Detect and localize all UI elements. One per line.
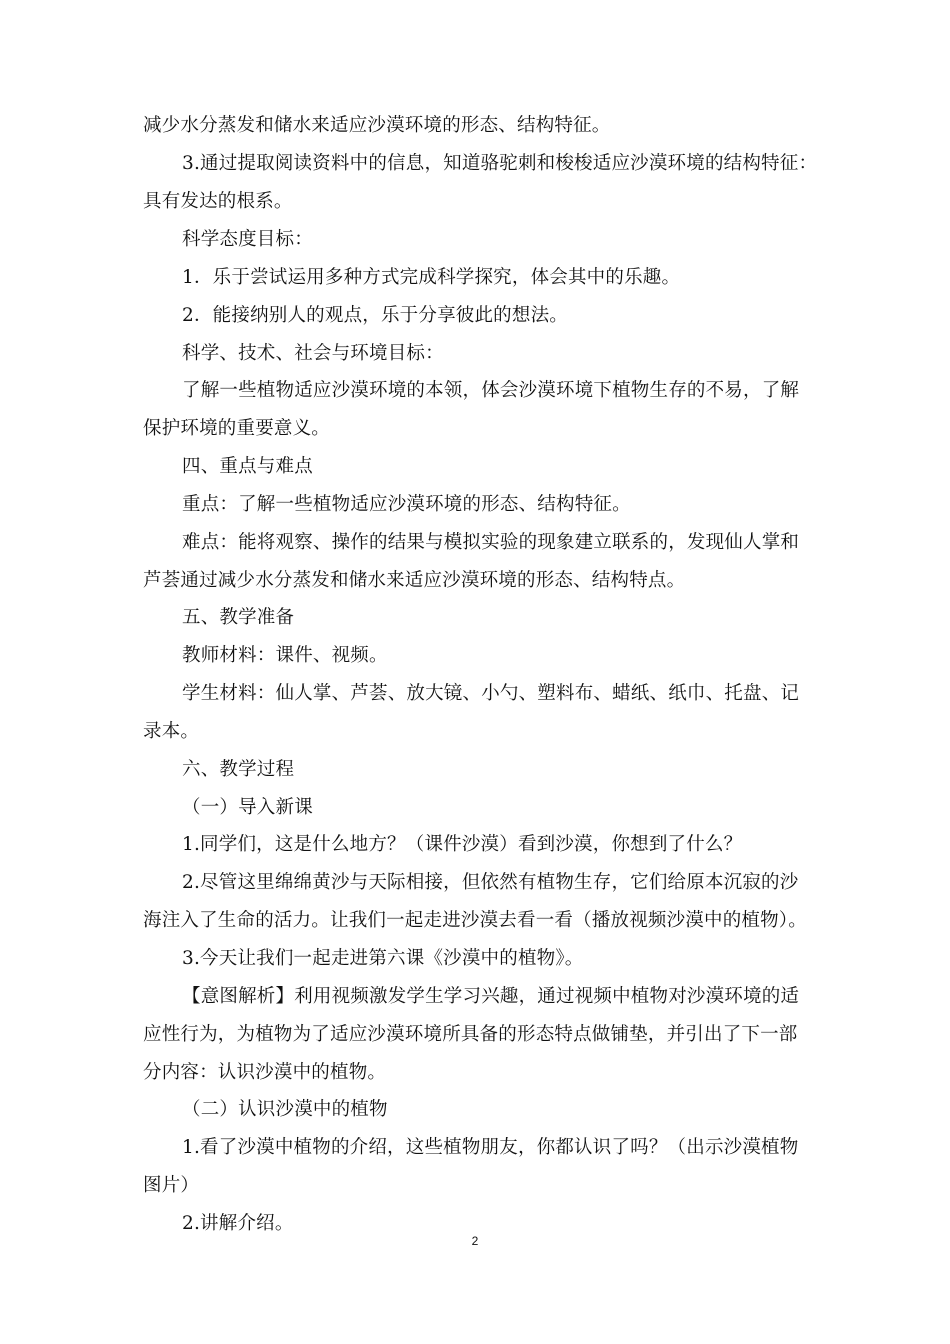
body-text-line: 1.同学们，这是什么地方？（课件沙漠）看到沙漠，你想到了什么？ — [182, 834, 743, 855]
body-text-line: 3.今天让我们一起走进第六课《沙漠中的植物》。 — [182, 948, 584, 969]
body-text-line: 【意图解析】利用视频激发学生学习兴趣，通过视频中植物对沙漠环境的适 — [182, 986, 800, 1007]
body-text-line: 分内容：认识沙漠中的植物。 — [143, 1062, 387, 1083]
body-text-line: 1.看了沙漠中植物的介绍，这些植物朋友，你都认识了吗？（出示沙漠植物 — [182, 1137, 799, 1158]
section-heading: 六、教学过程 — [182, 759, 295, 780]
subsection-heading: （二）认识沙漠中的植物 — [182, 1099, 388, 1120]
body-text-line: 难点：能将观察、操作的结果与模拟实验的现象建立联系的，发现仙人掌和 — [182, 532, 800, 553]
body-text-line: 具有发达的根系。 — [143, 191, 293, 212]
body-text-line: 重点：了解一些植物适应沙漠环境的形态、结构特征。 — [182, 494, 631, 515]
body-text-line: 海注入了生命的活力。让我们一起走进沙漠去看一看（播放视频沙漠中的植物）。 — [143, 910, 807, 931]
section-heading: 科学、技术、社会与环境目标： — [182, 343, 444, 364]
body-text-line: 1．乐于尝试运用多种方式完成科学探究，体会其中的乐趣。 — [182, 267, 681, 288]
body-text-line: 应性行为，为植物为了适应沙漠环境所具备的形态特点做铺垫，并引出了下一部 — [143, 1024, 798, 1045]
body-text-line: 芦荟通过减少水分蒸发和储水来适应沙漠环境的形态、结构特点。 — [143, 570, 686, 591]
body-text-line: 录本。 — [143, 721, 200, 742]
body-text-line: 图片） — [143, 1175, 200, 1196]
body-text-line: 减少水分蒸发和储水来适应沙漠环境的形态、结构特征。 — [143, 115, 611, 136]
body-text-line: 2.讲解介绍。 — [182, 1213, 294, 1234]
body-text-line: 2．能接纳别人的观点，乐于分享彼此的想法。 — [182, 305, 568, 326]
body-text-line: 教师材料：课件、视频。 — [182, 645, 388, 666]
body-text-line: 保护环境的重要意义。 — [143, 418, 331, 439]
page-number: 2 — [471, 1234, 479, 1248]
body-text-line: 2.尽管这里绵绵黄沙与天际相接，但依然有植物生存，它们给原本沉寂的沙 — [182, 872, 799, 893]
section-heading: 科学态度目标： — [182, 229, 313, 250]
body-text-line: 3.通过提取阅读资料中的信息，知道骆驼刺和梭梭适应沙漠环境的结构特征： — [182, 153, 818, 174]
section-heading: 五、教学准备 — [182, 607, 295, 628]
body-text-line: 了解一些植物适应沙漠环境的本领，体会沙漠环境下植物生存的不易，了解 — [182, 380, 800, 401]
body-text-line: 学生材料：仙人掌、芦荟、放大镜、小勺、塑料布、蜡纸、纸巾、托盘、记 — [182, 683, 800, 704]
subsection-heading: （一）导入新课 — [182, 797, 313, 818]
section-heading: 四、重点与难点 — [182, 456, 313, 477]
